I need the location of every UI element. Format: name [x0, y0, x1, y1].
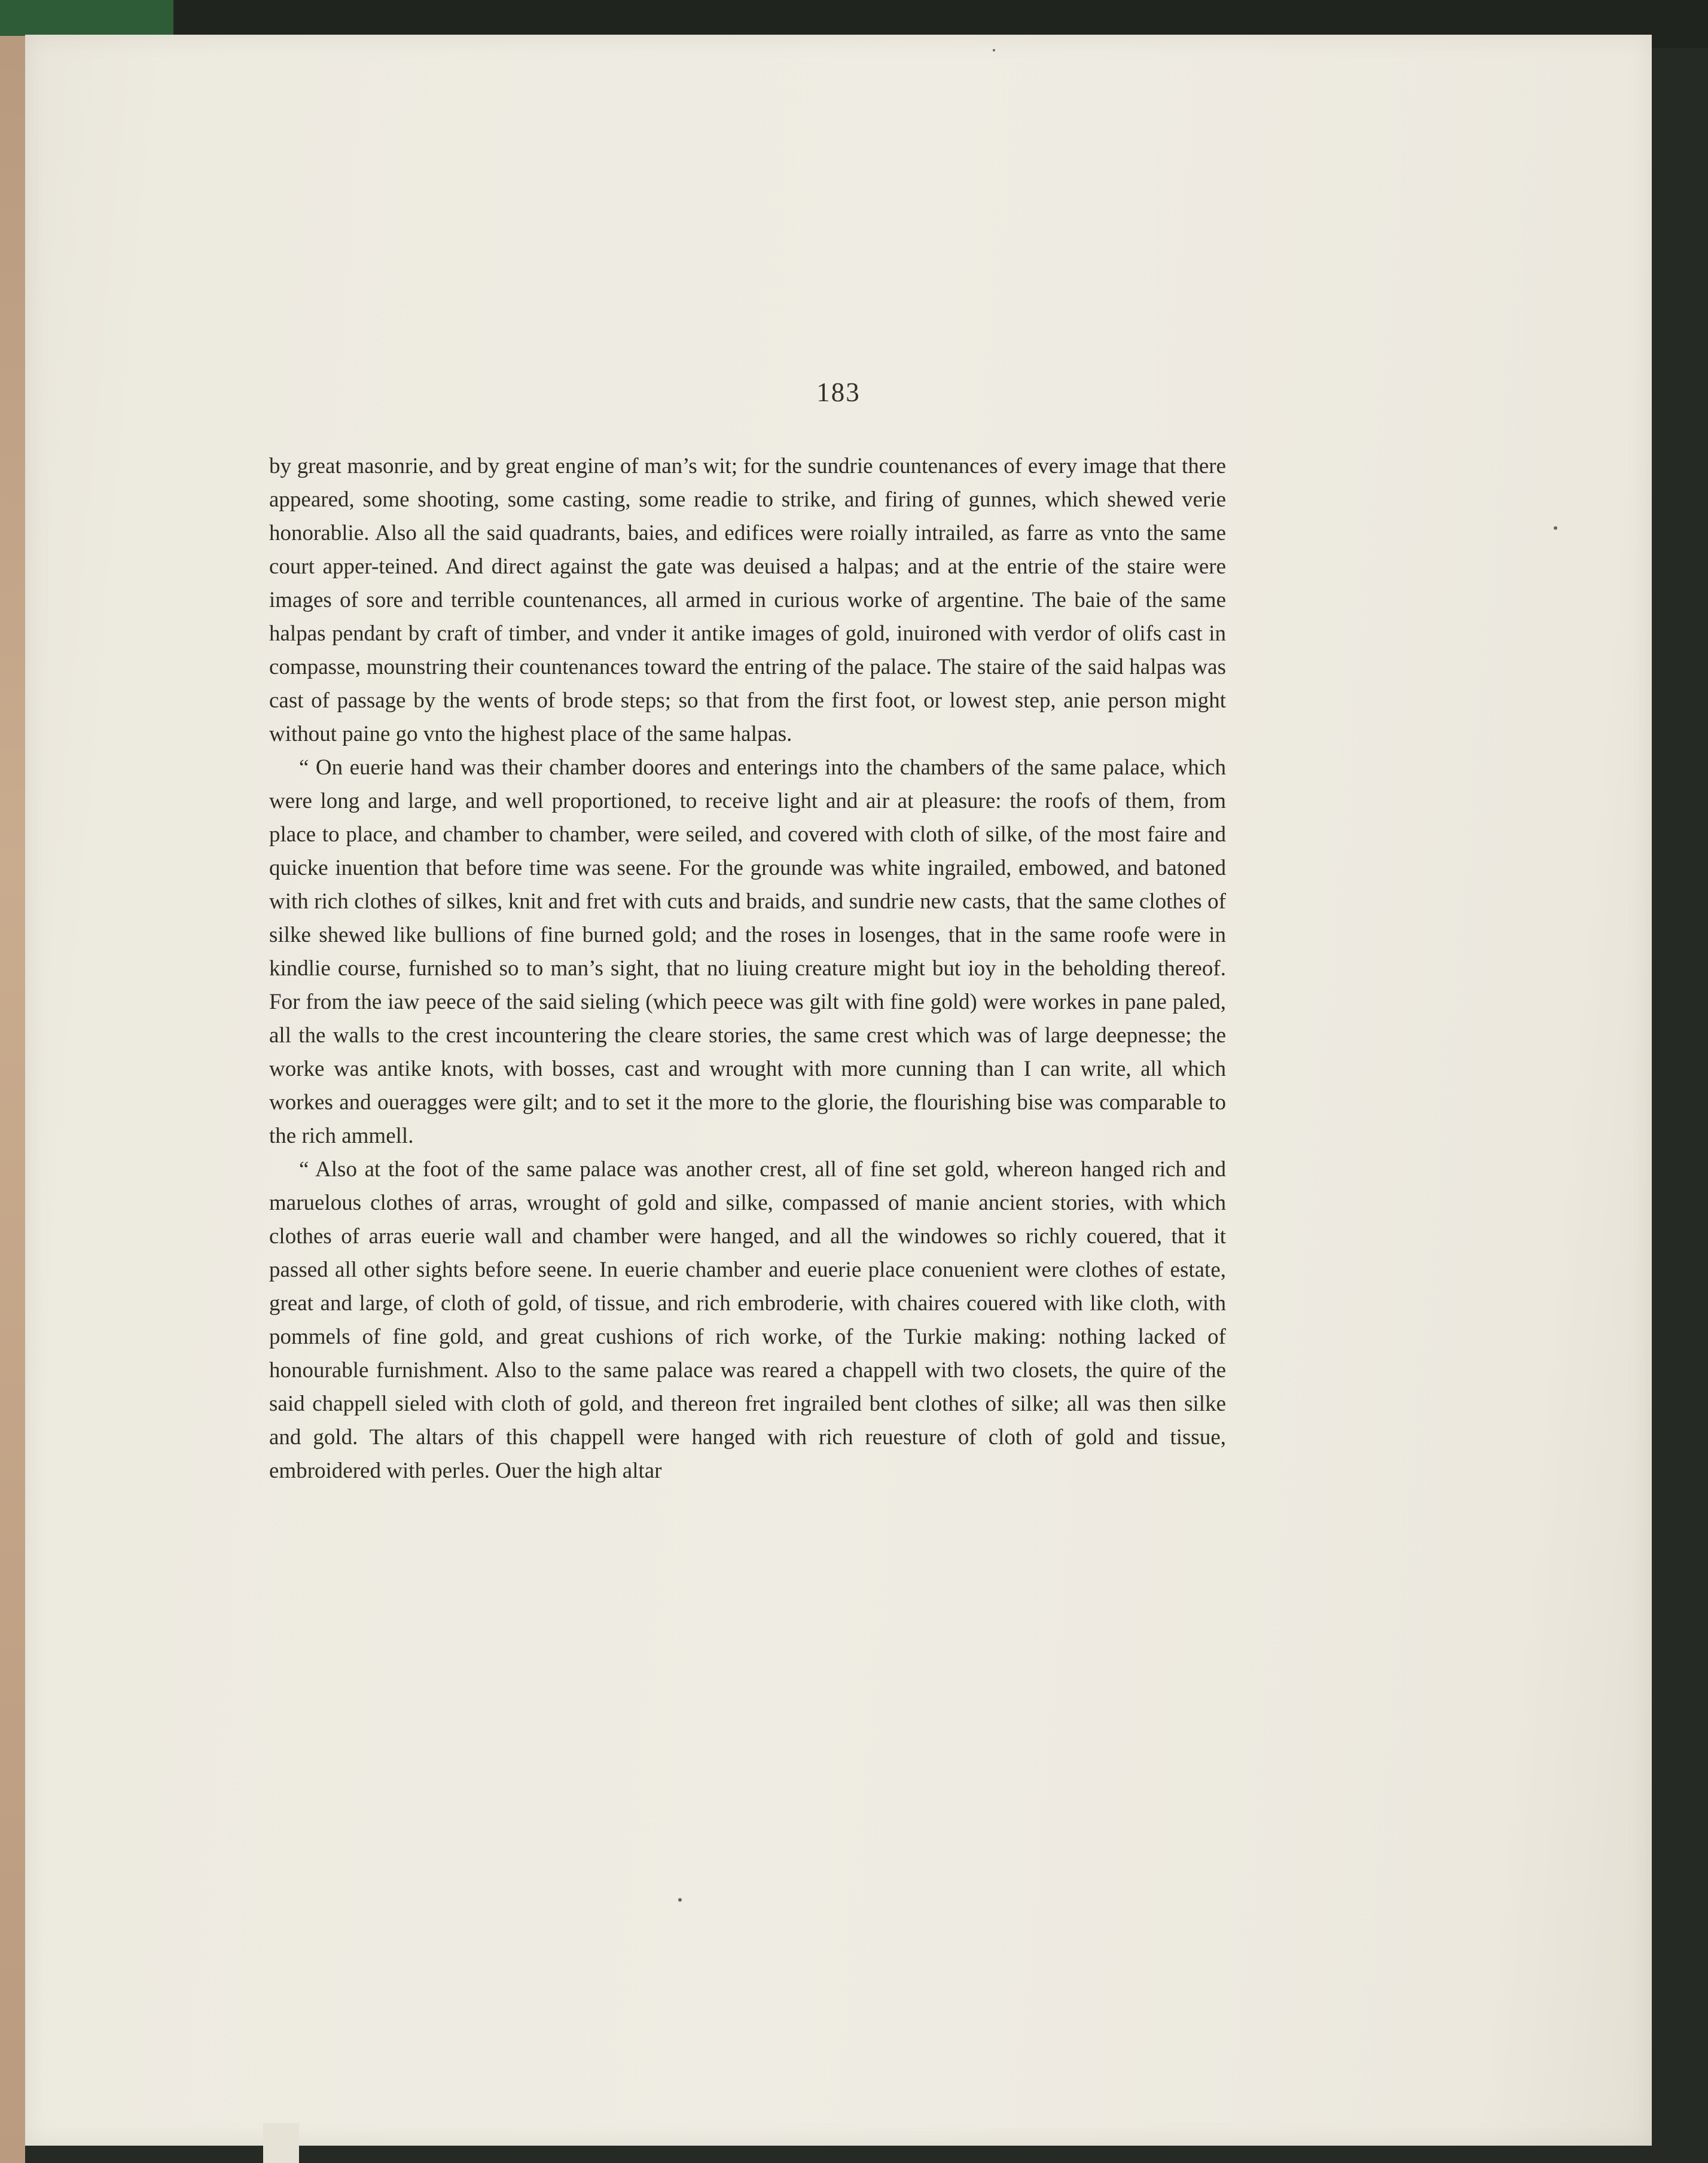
- scan-margin-left: [0, 0, 25, 2163]
- page-number: 183: [816, 377, 861, 407]
- paper-speck: [678, 1898, 682, 1902]
- paper-speck: [1554, 526, 1557, 530]
- paragraph-1: by great masonrie, and by great engine of man’s wit; for the sundrie countenances of every image that there appeared, some shooting, some casting, some readie to strike, and firing of gunnes, which shewed verie honorablie. Also all the said quadrants, baies, and edifices were roially intrailed, as farre as vnto the same court apper-teined. And direct against the gate was deuised a halpas; and at the entrie of the staire were images of sore and terrible countenances, all armed in curious worke of argentine. The baie of the same halpas pendant by craft of timber, and vnder it antike images of gold, inuironed with verdor of olifs cast in compasse, mounstring their countenances toward the entring of the palace. The staire of the said halpas was cast of passage by the wents of brode steps; so that from the first foot, or lowest step, anie person might without paine go vnto the highest place of the same halpas.: [269, 454, 1226, 746]
- paper-speck: [993, 49, 995, 51]
- body-text: [269, 450, 1226, 1488]
- paragraph-2: “ On euerie hand was their chamber doores and enterings into the chambers of the same palace, which were long and large, and well proportioned, to receive light and air at pleasure: the roofs of them, from place to place, and chamber to chamber, were seiled, and covered with cloth of silke, of the most faire and quicke inuention that before time was seene. For the grounde was white ingrailed, embowed, and batoned with rich clothes of silkes, knit and fret with cuts and braids, and sundrie new casts, that the same clothes of silke shewed like bullions of fine burned gold; and the roses in losenges, that in the same roofe were in kindlie course, furnished so to man’s sight, that no liuing creature might but ioy in the beholding thereof. For from the iaw peece of the said sieling (which peece was gilt with fine gold) were workes in pane paled, all the walls to the crest incountering the cleare stories, the same crest which was of large deepnesse; the worke was antike knots, with bosses, cast and wrought with more cunning than I can write, all which workes and oueragges were gilt; and to set it the more to the glorie, the flourishing bise was comparable to the rich ammell.: [269, 755, 1226, 1148]
- scan-bottom-tab: [263, 2123, 299, 2163]
- scan-green-tab: [0, 0, 173, 36]
- paragraph-3: “ Also at the foot of the same palace was another crest, all of fine set gold, whereon hanged rich and maruelous clothes of arras, wrought of gold and silke, compassed of manie ancient stories, with which clothes of arras euerie wall and chamber were hanged, and all the windowes so richly couered, that it passed all other sights before seene. In euerie chamber and euerie place conuenient were clothes of estate, great and large, of cloth of gold, of tissue, and rich embroderie, with chaires couered with like cloth, with pommels of fine gold, and great cushions of rich worke, of the Turkie making: nothing lacked of honourable furnishment. Also to the same palace was reared a chappell with two closets, the quire of the said chappell sieled with cloth of gold, and thereon fret ingrailed bent clothes of silke; all was then silke and gold. The altars of this chappell were hanged with rich reuesture of cloth of gold and tissue, embroidered with perles. Ouer the high altar: [269, 1157, 1226, 1483]
- book-page: [25, 35, 1652, 2146]
